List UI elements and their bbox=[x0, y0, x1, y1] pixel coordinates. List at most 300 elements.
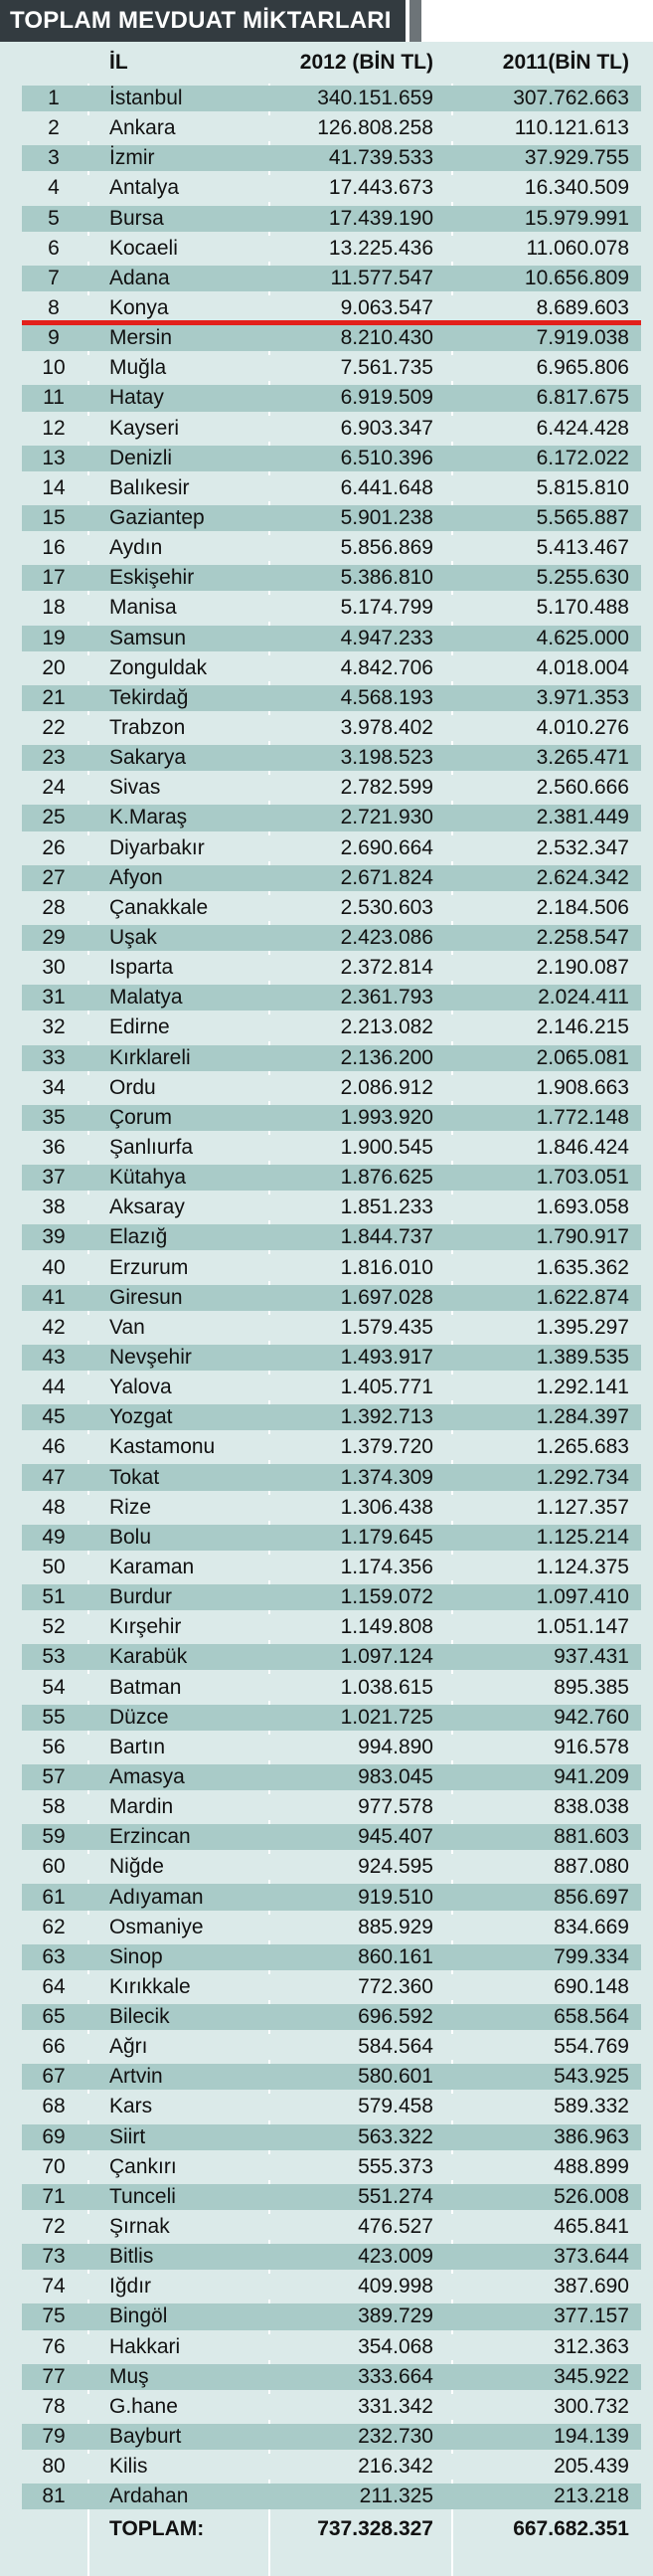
value-2011-cell: 345.922 bbox=[554, 2364, 629, 2388]
header-2012: 2012 (BİN TL) bbox=[299, 51, 433, 74]
rank-cell: 45 bbox=[42, 1405, 66, 1429]
value-2012-cell: 1.392.713 bbox=[340, 1405, 433, 1429]
value-2012-cell: 924.595 bbox=[358, 1855, 433, 1879]
value-2011-cell: 373.644 bbox=[554, 2245, 629, 2269]
value-2012-cell: 1.405.771 bbox=[340, 1376, 433, 1399]
city-cell: Nevşehir bbox=[109, 1345, 192, 1369]
value-2012-cell: 2.530.603 bbox=[340, 895, 433, 919]
value-2011-cell: 1.124.375 bbox=[536, 1555, 629, 1578]
city-cell: Bitlis bbox=[109, 2245, 154, 2269]
city-cell: Burdur bbox=[109, 1585, 173, 1609]
value-2012-cell: 1.306.438 bbox=[340, 1495, 433, 1519]
value-2011-cell: 2.190.087 bbox=[536, 956, 629, 980]
value-2011-cell: 1.846.424 bbox=[536, 1135, 629, 1159]
city-cell: Afyon bbox=[109, 865, 163, 889]
title-bar bbox=[0, 0, 653, 42]
value-2011-cell: 526.008 bbox=[554, 2184, 629, 2208]
table-body bbox=[0, 84, 653, 2511]
value-2012-cell: 11.577.547 bbox=[330, 266, 433, 289]
table-row bbox=[0, 1672, 653, 1702]
city-cell: Sinop bbox=[109, 1944, 163, 1968]
rank-cell: 66 bbox=[42, 2035, 66, 2059]
value-2011-cell: 488.899 bbox=[554, 2154, 629, 2178]
value-2011-cell: 887.080 bbox=[554, 1855, 629, 1879]
rank-cell: 71 bbox=[42, 2184, 66, 2208]
value-2011-cell: 589.332 bbox=[554, 2095, 629, 2118]
city-cell: Bolu bbox=[109, 1525, 152, 1549]
value-2011-cell: 15.979.991 bbox=[524, 206, 629, 230]
table-row bbox=[0, 1493, 653, 1523]
value-2012-cell: 5.856.869 bbox=[340, 536, 433, 560]
table-row bbox=[0, 1073, 653, 1103]
value-2011-cell: 1.265.683 bbox=[536, 1435, 629, 1459]
value-2011-cell: 10.656.809 bbox=[524, 266, 629, 289]
city-cell: Kastamonu bbox=[109, 1435, 216, 1459]
city-cell: Tunceli bbox=[109, 2184, 176, 2208]
city-cell: Malatya bbox=[109, 986, 183, 1010]
value-2012-cell: 17.439.190 bbox=[328, 206, 433, 230]
value-2011-cell: 2.024.411 bbox=[538, 986, 629, 1010]
city-cell: Çankırı bbox=[109, 2154, 177, 2178]
table-row bbox=[0, 473, 653, 503]
value-2012-cell: 423.009 bbox=[358, 2245, 433, 2269]
value-2011-cell: 5.170.488 bbox=[536, 596, 629, 620]
value-2012-cell: 1.697.028 bbox=[340, 1285, 433, 1309]
table-row bbox=[0, 803, 653, 832]
value-2011-cell: 300.732 bbox=[554, 2394, 629, 2418]
value-2011-cell: 387.690 bbox=[554, 2275, 629, 2299]
value-2011-cell: 1.908.663 bbox=[536, 1075, 629, 1099]
value-2011-cell: 834.669 bbox=[554, 1915, 629, 1938]
total-2012: 737.328.327 bbox=[317, 2516, 433, 2540]
city-cell: Kırşehir bbox=[109, 1615, 182, 1639]
value-2012-cell: 551.274 bbox=[358, 2184, 433, 2208]
city-cell: Zonguldak bbox=[109, 655, 208, 679]
rank-cell: 10 bbox=[42, 356, 66, 380]
value-2011-cell: 895.385 bbox=[554, 1675, 629, 1699]
table-row bbox=[0, 1402, 653, 1432]
value-2012-cell: 126.808.258 bbox=[317, 116, 433, 140]
rank-cell: 17 bbox=[42, 566, 66, 590]
table-row bbox=[0, 533, 653, 563]
table-row bbox=[0, 173, 653, 203]
value-2012-cell: 476.527 bbox=[358, 2215, 433, 2239]
city-cell: Gaziantep bbox=[109, 506, 205, 530]
city-cell: Artvin bbox=[109, 2065, 163, 2089]
city-cell: G.hane bbox=[109, 2394, 178, 2418]
value-2011-cell: 6.965.806 bbox=[536, 356, 629, 380]
rank-cell: 38 bbox=[42, 1196, 66, 1219]
value-2011-cell: 856.697 bbox=[554, 1885, 629, 1909]
rank-cell: 37 bbox=[42, 1166, 66, 1190]
value-2011-cell: 1.125.214 bbox=[536, 1525, 629, 1549]
table-row bbox=[0, 2062, 653, 2092]
value-2012-cell: 1.851.233 bbox=[340, 1196, 433, 1219]
value-2011-cell: 2.624.342 bbox=[536, 865, 629, 889]
value-2011-cell: 916.578 bbox=[554, 1735, 629, 1758]
value-2012-cell: 860.161 bbox=[358, 1944, 433, 1968]
value-2012-cell: 5.901.238 bbox=[340, 506, 433, 530]
value-2012-cell: 579.458 bbox=[358, 2095, 433, 2118]
value-2012-cell: 4.947.233 bbox=[340, 626, 433, 649]
value-2011-cell: 1.097.410 bbox=[536, 1585, 629, 1609]
city-cell: Van bbox=[109, 1315, 145, 1339]
value-2012-cell: 2.361.793 bbox=[340, 986, 433, 1010]
rank-cell: 60 bbox=[42, 1855, 66, 1879]
value-2012-cell: 3.978.402 bbox=[340, 716, 433, 740]
table-row bbox=[0, 2032, 653, 2062]
city-cell: Sivas bbox=[109, 776, 161, 800]
value-2012-cell: 696.592 bbox=[358, 2005, 433, 2029]
rank-cell: 78 bbox=[42, 2394, 66, 2418]
total-label: TOPLAM: bbox=[109, 2516, 205, 2540]
value-2011-cell: 2.258.547 bbox=[536, 926, 629, 949]
value-2012-cell: 2.721.930 bbox=[340, 806, 433, 829]
table-row bbox=[0, 1343, 653, 1373]
rank-cell: 62 bbox=[42, 1915, 66, 1938]
value-2012-cell: 2.372.814 bbox=[340, 956, 433, 980]
value-2011-cell: 554.769 bbox=[554, 2035, 629, 2059]
rank-cell: 80 bbox=[42, 2455, 66, 2479]
value-2011-cell: 11.060.078 bbox=[526, 236, 629, 260]
table-row bbox=[0, 1703, 653, 1733]
rank-cell: 7 bbox=[48, 266, 60, 289]
value-2012-cell: 1.876.625 bbox=[340, 1166, 433, 1190]
value-2011-cell: 1.127.357 bbox=[536, 1495, 629, 1519]
title-accent bbox=[409, 0, 421, 42]
value-2011-cell: 377.157 bbox=[554, 2304, 629, 2328]
value-2011-cell: 4.010.276 bbox=[536, 716, 629, 740]
rank-cell: 9 bbox=[48, 326, 60, 350]
value-2011-cell: 1.395.297 bbox=[536, 1315, 629, 1339]
value-2012-cell: 6.919.509 bbox=[340, 386, 433, 410]
page-title: TOPLAM MEVDUAT MİKTARLARI bbox=[0, 0, 406, 42]
table-row bbox=[0, 1762, 653, 1792]
city-cell: İstanbul bbox=[109, 87, 183, 110]
rank-cell: 73 bbox=[42, 2245, 66, 2269]
city-cell: Bingöl bbox=[109, 2304, 168, 2328]
table-row bbox=[0, 2152, 653, 2182]
city-cell: Mersin bbox=[109, 326, 173, 350]
rank-cell: 5 bbox=[48, 206, 60, 230]
value-2011-cell: 194.139 bbox=[554, 2425, 629, 2449]
table-row bbox=[0, 1462, 653, 1492]
rank-cell: 32 bbox=[42, 1015, 66, 1039]
rank-cell: 74 bbox=[42, 2275, 66, 2299]
city-cell: Hakkari bbox=[109, 2334, 181, 2358]
rank-cell: 43 bbox=[42, 1345, 66, 1369]
rank-cell: 56 bbox=[42, 1735, 66, 1758]
value-2012-cell: 919.510 bbox=[358, 1885, 433, 1909]
table-row bbox=[0, 593, 653, 623]
city-cell: Konya bbox=[109, 296, 169, 320]
table-row bbox=[0, 2301, 653, 2331]
value-2012-cell: 994.890 bbox=[358, 1735, 433, 1758]
value-2012-cell: 7.561.735 bbox=[340, 356, 433, 380]
city-cell: Kilis bbox=[109, 2455, 148, 2479]
table-row bbox=[0, 1612, 653, 1642]
city-cell: Iğdır bbox=[109, 2275, 152, 2299]
table-row bbox=[0, 444, 653, 473]
city-cell: K.Maraş bbox=[109, 806, 188, 829]
rank-cell: 54 bbox=[42, 1675, 66, 1699]
city-cell: Sakarya bbox=[109, 746, 187, 770]
value-2011-cell: 1.703.051 bbox=[536, 1166, 629, 1190]
value-2011-cell: 5.413.467 bbox=[536, 536, 629, 560]
rank-cell: 61 bbox=[42, 1885, 66, 1909]
table-row bbox=[0, 323, 653, 353]
value-2012-cell: 9.063.547 bbox=[340, 296, 433, 320]
rank-cell: 52 bbox=[42, 1615, 66, 1639]
rank-cell: 76 bbox=[42, 2334, 66, 2358]
city-cell: Ağrı bbox=[109, 2035, 148, 2059]
value-2012-cell: 354.068 bbox=[358, 2334, 433, 2358]
city-cell: Amasya bbox=[109, 1764, 185, 1788]
rank-cell: 42 bbox=[42, 1315, 66, 1339]
rank-cell: 67 bbox=[42, 2065, 66, 2089]
value-2012-cell: 1.374.309 bbox=[340, 1465, 433, 1489]
value-2011-cell: 386.963 bbox=[554, 2124, 629, 2148]
value-2011-cell: 213.218 bbox=[554, 2484, 629, 2508]
table-row bbox=[0, 1642, 653, 1672]
value-2011-cell: 205.439 bbox=[554, 2455, 629, 2479]
value-2012-cell: 211.325 bbox=[359, 2484, 433, 2508]
city-cell: Çanakkale bbox=[109, 895, 209, 919]
value-2012-cell: 1.900.545 bbox=[340, 1135, 433, 1159]
value-2012-cell: 1.579.435 bbox=[340, 1315, 433, 1339]
value-2012-cell: 1.159.072 bbox=[340, 1585, 433, 1609]
city-cell: Rize bbox=[109, 1495, 152, 1519]
table-row bbox=[0, 2392, 653, 2422]
rank-cell: 24 bbox=[42, 776, 66, 800]
city-cell: Eskişehir bbox=[109, 566, 195, 590]
city-cell: Kırıkkale bbox=[109, 1974, 191, 1998]
city-cell: Muğla bbox=[109, 356, 167, 380]
city-cell: Diyarbakır bbox=[109, 835, 205, 859]
value-2012-cell: 333.664 bbox=[358, 2364, 433, 2388]
city-cell: Şanlıurfa bbox=[109, 1135, 194, 1159]
value-2011-cell: 881.603 bbox=[554, 1825, 629, 1849]
value-2012-cell: 1.493.917 bbox=[340, 1345, 433, 1369]
table-row bbox=[0, 863, 653, 893]
value-2012-cell: 584.564 bbox=[358, 2035, 433, 2059]
value-2011-cell: 2.065.081 bbox=[536, 1045, 629, 1069]
table-row bbox=[0, 683, 653, 713]
rank-cell: 19 bbox=[42, 626, 66, 649]
city-cell: Kayseri bbox=[109, 416, 180, 440]
value-2012-cell: 1.993.920 bbox=[340, 1105, 433, 1129]
value-2012-cell: 4.568.193 bbox=[340, 685, 433, 709]
rank-cell: 34 bbox=[42, 1075, 66, 1099]
table-row bbox=[0, 234, 653, 264]
value-2011-cell: 110.121.613 bbox=[514, 116, 629, 140]
table-row bbox=[0, 1913, 653, 1942]
value-2011-cell: 2.560.666 bbox=[536, 776, 629, 800]
rank-cell: 3 bbox=[48, 146, 60, 170]
value-2011-cell: 1.693.058 bbox=[536, 1196, 629, 1219]
table-row bbox=[0, 293, 653, 323]
city-cell: Yalova bbox=[109, 1376, 172, 1399]
city-cell: Manisa bbox=[109, 596, 177, 620]
table-row bbox=[0, 1972, 653, 2002]
table-row bbox=[0, 1792, 653, 1822]
value-2012-cell: 1.844.737 bbox=[340, 1225, 433, 1249]
city-cell: Bilecik bbox=[109, 2005, 170, 2029]
city-cell: Bayburt bbox=[109, 2425, 182, 2449]
city-cell: Samsun bbox=[109, 626, 187, 649]
value-2011-cell: 1.292.734 bbox=[536, 1465, 629, 1489]
value-2011-cell: 2.184.506 bbox=[536, 895, 629, 919]
rank-cell: 15 bbox=[42, 506, 66, 530]
rank-cell: 22 bbox=[42, 716, 66, 740]
value-2011-cell: 5.255.630 bbox=[536, 566, 629, 590]
city-cell: Elazığ bbox=[109, 1225, 168, 1249]
rank-cell: 18 bbox=[42, 596, 66, 620]
table-row bbox=[0, 2422, 653, 2452]
value-2012-cell: 41.739.533 bbox=[328, 146, 433, 170]
rank-cell: 26 bbox=[42, 835, 66, 859]
table-row bbox=[0, 1103, 653, 1133]
value-2012-cell: 1.038.615 bbox=[340, 1675, 433, 1699]
table-row bbox=[0, 1942, 653, 1972]
city-cell: Isparta bbox=[109, 956, 174, 980]
rank-cell: 69 bbox=[42, 2124, 66, 2148]
city-cell: Bursa bbox=[109, 206, 164, 230]
value-2012-cell: 5.386.810 bbox=[340, 566, 433, 590]
city-cell: Düzce bbox=[109, 1705, 169, 1729]
city-cell: Balıkesir bbox=[109, 475, 190, 499]
value-2012-cell: 340.151.659 bbox=[317, 87, 433, 110]
city-cell: Kars bbox=[109, 2095, 153, 2118]
rank-cell: 39 bbox=[42, 1225, 66, 1249]
value-2012-cell: 2.671.824 bbox=[340, 865, 433, 889]
rank-cell: 4 bbox=[48, 176, 60, 200]
rank-cell: 29 bbox=[42, 926, 66, 949]
value-2012-cell: 2.136.200 bbox=[340, 1045, 433, 1069]
rank-cell: 28 bbox=[42, 895, 66, 919]
value-2011-cell: 1.790.917 bbox=[536, 1225, 629, 1249]
table-row bbox=[0, 2242, 653, 2272]
value-2011-cell: 2.532.347 bbox=[536, 835, 629, 859]
rank-cell: 50 bbox=[42, 1555, 66, 1578]
city-cell: Erzincan bbox=[109, 1825, 191, 1849]
table-row bbox=[0, 1252, 653, 1282]
city-cell: Karaman bbox=[109, 1555, 195, 1578]
table-row bbox=[0, 2332, 653, 2362]
table-row bbox=[0, 204, 653, 234]
value-2012-cell: 389.729 bbox=[358, 2304, 433, 2328]
value-2011-cell: 799.334 bbox=[554, 1944, 629, 1968]
value-2011-cell: 307.762.663 bbox=[513, 87, 629, 110]
table-row bbox=[0, 923, 653, 953]
value-2011-cell: 6.172.022 bbox=[536, 446, 629, 469]
value-2012-cell: 331.342 bbox=[358, 2394, 433, 2418]
value-2011-cell: 4.018.004 bbox=[536, 655, 629, 679]
table-row bbox=[0, 1733, 653, 1762]
value-2011-cell: 543.925 bbox=[554, 2065, 629, 2089]
table-row bbox=[0, 1822, 653, 1852]
value-2011-cell: 937.431 bbox=[554, 1645, 629, 1669]
value-2012-cell: 13.225.436 bbox=[328, 236, 433, 260]
rank-cell: 53 bbox=[42, 1645, 66, 1669]
value-2012-cell: 5.174.799 bbox=[340, 596, 433, 620]
rank-cell: 14 bbox=[42, 475, 66, 499]
value-2012-cell: 1.816.010 bbox=[340, 1255, 433, 1279]
table-row bbox=[0, 713, 653, 743]
value-2011-cell: 16.340.509 bbox=[524, 176, 629, 200]
value-2011-cell: 1.635.362 bbox=[536, 1255, 629, 1279]
rank-cell: 58 bbox=[42, 1795, 66, 1819]
city-cell: Aydın bbox=[109, 536, 163, 560]
table-row bbox=[0, 84, 653, 113]
value-2011-cell: 1.389.535 bbox=[536, 1345, 629, 1369]
value-2011-cell: 37.929.755 bbox=[524, 146, 629, 170]
city-cell: Ankara bbox=[109, 116, 176, 140]
city-cell: Kocaeli bbox=[109, 236, 178, 260]
rank-cell: 63 bbox=[42, 1944, 66, 1968]
value-2011-cell: 1.622.874 bbox=[536, 1285, 629, 1309]
city-cell: Denizli bbox=[109, 446, 173, 469]
table-row bbox=[0, 1852, 653, 1882]
value-2011-cell: 6.817.675 bbox=[536, 386, 629, 410]
rank-cell: 16 bbox=[42, 536, 66, 560]
table-row bbox=[0, 893, 653, 923]
value-2011-cell: 2.381.449 bbox=[536, 806, 629, 829]
table-row bbox=[0, 1193, 653, 1222]
value-2011-cell: 3.971.353 bbox=[536, 685, 629, 709]
value-2011-cell: 1.292.141 bbox=[536, 1376, 629, 1399]
value-2012-cell: 2.423.086 bbox=[340, 926, 433, 949]
table-row bbox=[0, 2482, 653, 2511]
city-cell: Siirt bbox=[109, 2124, 146, 2148]
value-2012-cell: 983.045 bbox=[358, 1764, 433, 1788]
table-row bbox=[0, 953, 653, 983]
city-cell: Yozgat bbox=[109, 1405, 173, 1429]
value-2012-cell: 409.998 bbox=[358, 2275, 433, 2299]
table-row bbox=[0, 2182, 653, 2212]
value-2012-cell: 885.929 bbox=[358, 1915, 433, 1938]
table-row bbox=[0, 2362, 653, 2392]
table-row bbox=[0, 1222, 653, 1252]
city-cell: Mardin bbox=[109, 1795, 174, 1819]
value-2011-cell: 838.038 bbox=[554, 1795, 629, 1819]
rank-cell: 27 bbox=[42, 865, 66, 889]
total-row bbox=[0, 2511, 653, 2546]
table-row bbox=[0, 1313, 653, 1343]
value-2012-cell: 216.342 bbox=[358, 2455, 433, 2479]
table-row bbox=[0, 1373, 653, 1402]
value-2012-cell: 1.174.356 bbox=[340, 1555, 433, 1578]
table-row bbox=[0, 2002, 653, 2032]
value-2011-cell: 2.146.215 bbox=[536, 1015, 629, 1039]
value-2012-cell: 1.149.808 bbox=[340, 1615, 433, 1639]
value-2011-cell: 941.209 bbox=[554, 1764, 629, 1788]
rank-cell: 23 bbox=[42, 746, 66, 770]
rank-cell: 2 bbox=[48, 116, 60, 140]
rank-cell: 77 bbox=[42, 2364, 66, 2388]
table-row bbox=[0, 773, 653, 803]
table-row bbox=[0, 383, 653, 413]
value-2012-cell: 772.360 bbox=[358, 1974, 433, 1998]
value-2011-cell: 4.625.000 bbox=[536, 626, 629, 649]
rank-cell: 51 bbox=[42, 1585, 66, 1609]
value-2012-cell: 563.322 bbox=[358, 2124, 433, 2148]
table-row bbox=[0, 1283, 653, 1313]
rank-cell: 72 bbox=[42, 2215, 66, 2239]
rank-cell: 6 bbox=[48, 236, 60, 260]
value-2011-cell: 5.565.887 bbox=[536, 506, 629, 530]
value-2012-cell: 17.443.673 bbox=[328, 176, 433, 200]
